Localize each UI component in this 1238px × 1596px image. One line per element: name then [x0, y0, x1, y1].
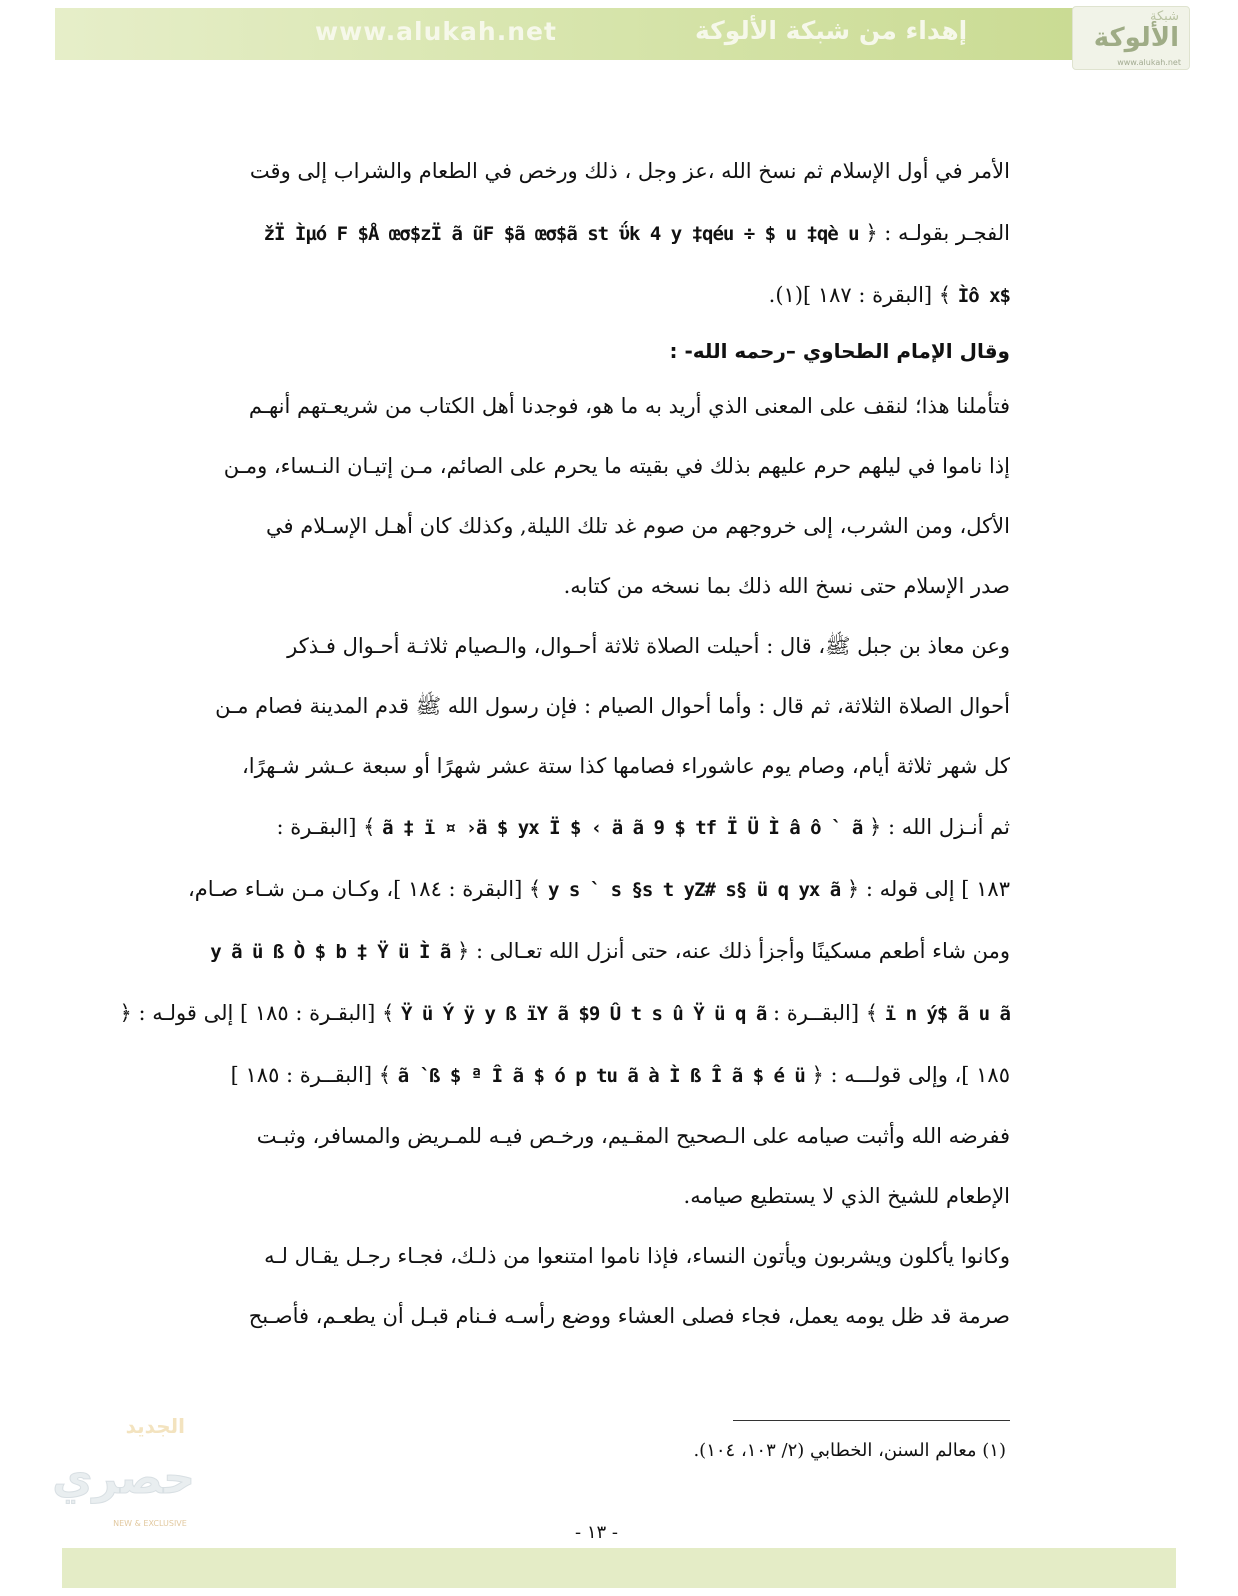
logo-url-text: www.alukah.net [1117, 58, 1181, 67]
text-line: وكانوا يأكلون ويشربون ويأتون النساء، فإذا ناموا امتنعوا من ذلـك، فجـاء رجـل يقـال لـه [264, 1244, 1010, 1268]
footer-bar [62, 1548, 1176, 1588]
section-heading: وقال الإمام الطحاوي –رحمه الله- : [669, 339, 1010, 363]
watermark-main-text: حصري [52, 1453, 195, 1504]
text-line: ففرضه الله وأثبت صيامه على الـصحيح المقـيم، ورخـص فيـه للمـريض والمسافر، وثبـت [256, 1124, 1010, 1148]
page-number: - ١٣ - [575, 1522, 618, 1543]
quran-glyph-run: Ìô x$ [957, 285, 1010, 307]
text-fragment: ﴾ [البقــرة : [773, 1001, 879, 1025]
text-line [187, 858, 1010, 920]
text-line [210, 1044, 1010, 1106]
page-body [119, 140, 1010, 1346]
text-fragment: ﴾ [البقـرة : ١٨٥ ] إلى قولـه : ﴿ [119, 1001, 395, 1025]
text-fragment: ١٨٥ ]، وإلى قولـــه : ﴿ [811, 1063, 1010, 1087]
text-line: الإطعام للشيخ الذي لا يستطيع صيامه. [683, 1184, 1010, 1208]
text-line: إذا ناموا في ليلهم حرم عليهم بذلك في بقيته ما يحرم على الصائم، مـن إتيـان النـساء، ومـن [223, 454, 1010, 478]
header-banner [55, 8, 1183, 60]
quran-glyph-run: ã ‡ ï ¤ ›ä $ yx Ï $ ‹ ä ã 9 $ tf Ï Ü Ì â ô ` ã [382, 817, 863, 839]
logo-top-text: شبكة [1150, 9, 1179, 24]
watermark-bottom-text: NEW & EXCLUSIVE [113, 1519, 187, 1528]
footnote-divider [733, 1420, 1010, 1421]
text-fragment: الفجـر بقولـه : ﴿ [865, 221, 1010, 245]
text-line [119, 982, 1010, 1044]
quran-glyph-run: Ÿ ü Ý ÿ y ß ïY ã $9 Û t s û Ÿ ü q ã [400, 1003, 767, 1025]
text-line: أحوال الصلاة الثلاثة، ثم قال : وأما أحوال الصيام : فإن رسول الله ﷺ قدم المدينة فصام مـن [215, 694, 1010, 718]
text-fragment: ومن شاء أطعم مسكينًا وأجزأ ذلك عنه، حتى أنزل الله تعـالى : ﴿ [457, 939, 1010, 963]
quran-glyph-run: y s ` s §s t yZ# s§ ü q yx ã [547, 879, 841, 901]
new-exclusive-watermark [52, 1398, 225, 1533]
banner-tagline: إهداء من شبكة الألوكة [695, 16, 968, 45]
quran-glyph-run: ã ̀ ß $ ª Î ã $ ó p tu ã à Ì ß Î ã $ é ü [397, 1065, 805, 1087]
text-fragment: ثم أنـزل الله : ﴿ [868, 815, 1010, 839]
logo-main-text: الألوكة [1093, 23, 1179, 53]
text-fragment: ﴾ [البقرة : ١٨٧ ](١). [768, 283, 952, 307]
site-url[interactable]: www.alukah.net [315, 17, 557, 46]
quran-glyph-run: žÏ Ìµó F $Å œσ$zÏ ã ũF $ã œσ$ã st ΰk 4 y ‡qéu ÷ $ u ‡qè u [263, 223, 859, 245]
text-fragment: ﴾ [البقــرة : ١٨٥ ] [230, 1063, 392, 1087]
watermark-top-text: الجديد [125, 1414, 185, 1438]
text-line [210, 920, 1010, 982]
alukah-logo [1072, 6, 1190, 70]
text-line: الأمر في أول الإسلام ثم نسخ الله ،عز وجل ، ذلك ورخص في الطعام والشراب إلى وقت [249, 159, 1010, 183]
footnote: (١) معالم السنن، الخطابي (٢/ ١٠٣، ١٠٤). [693, 1440, 1006, 1461]
text-fragment: ﴾ [البقرة : ١٨٤ ]، وكـان مـن شـاء صـام، [187, 877, 542, 901]
text-line [210, 202, 1010, 264]
text-line [210, 264, 1010, 326]
quran-glyph-run: ï n ý$ ã u ã [884, 1003, 1010, 1025]
text-line: فتأملنا هذا؛ لنقف على المعنى الذي أريد به ما هو، فوجدنا أهل الكتاب من شريعـتهم أنهـم [248, 394, 1010, 418]
text-line: صرمة قد ظل يومه يعمل، فجاء فصلى العشاء ووضع رأسـه فـنام قبـل أن يطعـم، فأصـبح [248, 1304, 1010, 1328]
text-line: صدر الإسلام حتى نسخ الله ذلك بما نسخه من كتابه. [563, 574, 1010, 598]
text-fragment: ١٨٣ ] إلى قوله : ﴿ [846, 877, 1010, 901]
text-line: الأكل، ومن الشرب، إلى خروجهم من صوم غد تلك الليلة, وكذلك كان أهـل الإسـلام في [265, 514, 1010, 538]
text-line: كل شهر ثلاثة أيام، وصام يوم عاشوراء فصامها كذا ستة عشر شهرًا أو سبعة عـشر شـهرًا، [241, 754, 1010, 778]
text-line [210, 796, 1010, 858]
quran-glyph-run: y ã ü ß Ò $ b ‡ Ÿ ü Ì ã [210, 941, 451, 963]
text-line: وعن معاذ بن جبل ﷺ، قال : أحيلت الصلاة ثلاثة أحـوال، والـصيام ثلاثـة أحـوال فـذكر [287, 634, 1010, 658]
text-fragment: ﴾ [البقـرة : [276, 815, 376, 839]
